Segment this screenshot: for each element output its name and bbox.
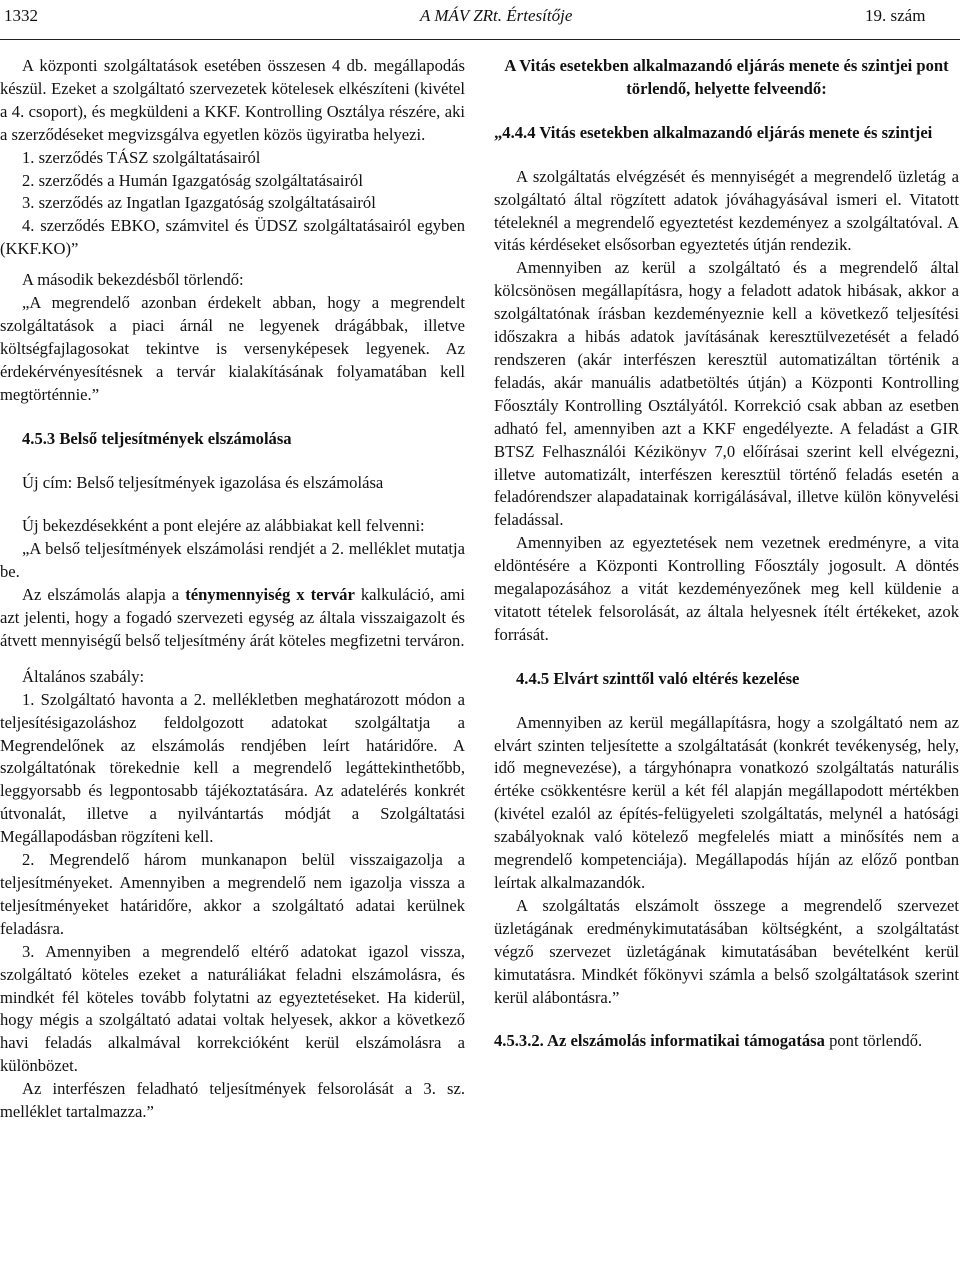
- header-rule: [0, 39, 960, 40]
- disputes-section-title: A Vitás esetekben alkalmazandó eljárás menete és szintjei pont törlendő, helyette felveendő:: [504, 56, 949, 98]
- subsection-heading-4-4-5: 4.4.5 Elvárt szinttől való eltérés kezelése: [516, 668, 800, 688]
- settlement-basis: [0, 584, 465, 653]
- deleted-quote: „A megrendelő azonban érdekelt abban, hogy a megrendelt szolgáltatások a piaci árnál ne legyenek drágábbak, illetve költségfajlagosokat tekintve is versenyképesek legyenek. Az érdekérvényesítésnek a tervár kialakításának folyamatában kell megtörténnie.”: [0, 293, 465, 404]
- settlement-basis-text: Az elszámolás alapja a: [22, 585, 186, 605]
- list-item-contract-1: 1. szerződés TÁSZ szolgáltatásairól: [22, 147, 261, 167]
- page-number: 1332: [4, 6, 38, 25]
- journal-title: A MÁV ZRt. Értesítője: [420, 6, 573, 25]
- paragraph-correction: Amennyiben az kerül a szolgáltató és a megrendelő által kölcsönösen megállapításra, hogy a feladott adatok hibásak, akkor a szolgáltatónak írásban kezdeményeznie kell a következő teljesítési időszakra a hibás adatok javításának keresztülvezetését a feladó rendszeren (akár interfészen keresztül automatizáltan történik a feladás, akár manuális adatbetöltés útján) a Központi Kontrolling Főosztály Kontrolling Osztályától. Korrekció csak abban az esetben adható fel, amennyiben azt a KKF engedélyezte. A feladást a GIR BTSZ Felhasználói Kézikönyv 7,0 előírásai szerint kell elvégezni, illetve automatizált, interfészen keresztül történő feladás esetén a feladórendszer alapadatainak korrigálásával, illetve külön könyvelési feladással.: [494, 258, 959, 530]
- page-header: [0, 0, 960, 32]
- paragraph-accounting: A szolgáltatás elszámolt összege a megrendelő szervezet üzletágának eredménykimutatásában költségként, a szolgáltatást végző szervezet üzletágának kimutatásában bevételként kerül kimutatásra. Mindkét főkönyvi számla a belső szolgáltatások szerint kerül alábontásra.”: [494, 895, 959, 1007]
- paragraph-central-services: A központi szolgáltatások esetében összesen 4 db. megállapodás készül. Ezeket a szolgáltató szervezetek kötelesek elkészíteni (kivétel a 4. csoport), és megküldeni a KKF. Kontrolling Osztálya részére, aki a szerződéseket megvizsgálva egyetlen közös ügyiratba helyezi.: [0, 56, 465, 144]
- subsection-heading-4-5-3-2: [494, 1030, 959, 1053]
- heading-4-5-3-2-tail: pont törlendő.: [829, 1031, 923, 1051]
- right-column: [494, 55, 959, 1053]
- quote-start: „A belső teljesítmények elszámolási rendjét a 2. melléklet mutatja be.: [0, 539, 465, 582]
- new-paragraphs-intro: Új bekezdésekként a pont elejére az alábbiakat kell felvenni:: [22, 516, 425, 536]
- interface-closing: Az interfészen feladható teljesítmények felsorolását a 3. sz. melléklet tartalmazza.”: [0, 1079, 465, 1122]
- settlement-formula: ténymennyiség x tervár: [185, 585, 355, 605]
- heading-4-5-3-2-text: 4.5.3.2. Az elszámolás informatikai támogatása: [494, 1031, 825, 1051]
- paragraph-deviation: Amennyiben az kerül megállapításra, hogy a szolgáltató nem az elvárt szinten teljesítette a szolgáltatását (konkrét tevékenység, hely, idő megnevezése), a tárgyhónapra vonatkozó szolgáltatás naturális értéke csökkentésre kerül a két fél alapján megállapodott mértékben (kivétel ezalól az építés-felügyeleti szolgáltatás, melynél a hatósági szabályoknak való kötelező megfelelés miatt a minősítés nem a megrendelő kompetenciája). Megállapodás híján az előző pontban leírtak alkalmazandók.: [494, 712, 959, 892]
- list-item-contract-2: 2. szerződés a Humán Igazgatóság szolgáltatásairól: [22, 170, 363, 190]
- delete-intro: A második bekezdésből törlendő:: [22, 270, 244, 290]
- issue-number: 19. szám: [865, 6, 926, 25]
- settlement-basis-rest: kalkuláció, ami azt jelenti, hogy a fogadó szervezeti egység az általa visszaigazolt és átvett mennyiségű belső teljesítmény árát köteles megfizetni terváron.: [0, 585, 465, 650]
- list-item-contract-3: 3. szerződés az Ingatlan Igazgatóság szolgáltatásairól: [22, 193, 376, 213]
- rule-1: 1. Szolgáltató havonta a 2. mellékletben meghatározott módon a teljesítésigazoláshoz feldolgozott adatokat szolgáltatja a Megrendelőnek az elszámolás rendjében leírt határidőre. A szolgáltatónak törekednie kell a megrendelő legáttekinthetőbb, leggyorsabb és legpontosabb tájékoztatására. Az adatelérés konkrét útvonalát, illetve a nyilvántartás módját a Szolgáltatási Megállapodásban rögzíteni kell.: [0, 689, 465, 847]
- paragraph-acceptance: A szolgáltatás elvégzését és mennyiségét a megrendelő üzletág a szolgáltató által rögzített adatok jóváhagyásával ismeri el. Vitatott tételeknél a megrendelő egyeztetést kezdeményez a szolgáltatóval. A vitás kérdéseket elsősorban egyeztetés útján rendezik.: [494, 166, 959, 255]
- new-title: Új cím: Belső teljesítmények igazolása és elszámolása: [22, 472, 384, 492]
- list-item-contract-4: 4. szerződés EBKO, számvitel és ÜDSZ szolgáltatásairól egyben (KKF.KO)”: [0, 216, 465, 259]
- general-rule-heading: Általános szabály:: [22, 666, 145, 686]
- rule-2: 2. Megrendelő három munkanapon belül visszaigazolja a teljesítményeket. Amennyiben a megrendelő nem igazolja vissza a teljesítményeket határidőre, akkor a szolgáltató adatai kerülnek feladásra.: [0, 850, 465, 938]
- left-column: [0, 55, 465, 1124]
- rule-3: 3. Amennyiben a megrendelő eltérő adatokat igazol vissza, szolgáltató köteles ezeket a naturáliákat feladni elszámolásra, és mindkét fél köteles tovább folytatni az egyeztetéseket. Ha kiderül, hogy mégis a szolgáltató adatai voltak helyesek, akkor a következő havi feladás alkalmával korrekcióként kerül elszámolásra a különbözet.: [0, 941, 465, 1076]
- section-heading-4-5-3: 4.5.3 Belső teljesítmények elszámolása: [22, 428, 292, 448]
- subsection-heading-4-4-4: „4.4.4 Vitás esetekben alkalmazandó eljárás menete és szintjei: [494, 122, 933, 142]
- paragraph-escalation: Amennyiben az egyeztetések nem vezetnek eredményre, a vita eldöntésére a Központi Kontrolling Főosztály jogosult. A döntés megalapozásához a vitát kezdeményezőnek meg kell küldenie a vitatott tételek felsorolását, az általa helyesnek ítélt értékeket, azok forrását.: [494, 533, 959, 644]
